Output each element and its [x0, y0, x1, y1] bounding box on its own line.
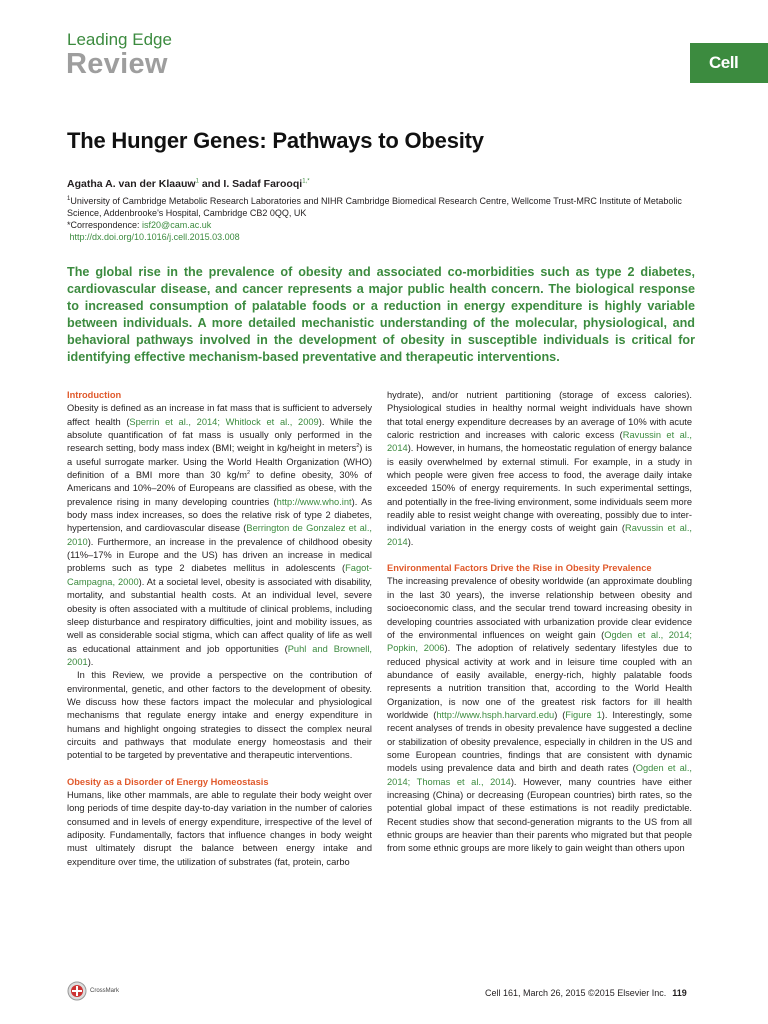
- section-label: Leading Edge: [67, 30, 172, 49]
- text: Humans, like other mammals, are able to regulate their body weight over long periods of time despite day-to-day variation in the number of calories consumed and in levels of energy expenditure, irrespective of the level of adiposity. Fundamentally, factors that influence changes in body weight must ultimately disrupt the balance between energy intake and expenditure over time, the utilization of substrates (fat, protein, carbo: [67, 789, 372, 867]
- correspondence-email-link[interactable]: isf20@cam.ac.uk: [142, 220, 212, 230]
- paragraph: [387, 575, 692, 855]
- text: hydrate), and/or nutrient partitioning (storage of excess calories). Physiological studies in healthy normal weight individuals have shown that total energy expenditure decreases by an average of 10% with acute caloric restriction and increases with caloric excess (: [387, 390, 692, 441]
- citation-link[interactable]: Ogden et al., 2014; Thomas et al., 2014: [387, 763, 692, 787]
- author-line: [67, 178, 310, 190]
- superscript: 2: [247, 469, 251, 476]
- abstract: The global rise in the prevalence of obesity and associated co-morbidities such as type 2 diabetes, cardiovascular disease, and cancer represents a major public health concern. The biological response to increased consumption of palatable foods or a reduction in energy expenditure is highly variable between individuals. A more detailed mechanistic understanding of the molecular, physiological, and behavioral pathways involved in the development of obesity in susceptible individuals is critical for identifying effective mechanism-based preventative and therapeutic interventions.: [67, 265, 695, 364]
- citation-link[interactable]: Ravussin et al., 2014: [387, 430, 692, 454]
- article-title: The Hunger Genes: Pathways to Obesity: [67, 128, 484, 153]
- author-sup: 1,*: [302, 178, 310, 185]
- web-link[interactable]: http://www.who.int: [276, 496, 352, 507]
- text: ) (: [554, 709, 566, 720]
- crossmark-icon: [67, 981, 87, 1001]
- text: Obesity is defined as an increase in fat mass that is sufficient to adversely affect health (: [67, 403, 372, 427]
- text: ) is a useful surrogate marker. Using the World Health Organization (WHO) definition of a BMI more than 30 kg/m: [67, 443, 372, 481]
- text: ). Furthermore, an increase in the prevalence of childhood obesity (11%–17% in Europe and the US) has driven an increase in medical problems such as type 2 diabetes mellitus in adolescents (: [67, 536, 372, 574]
- article-type: Review: [66, 48, 168, 80]
- section-heading: Introduction: [67, 390, 122, 400]
- author-name: I. Sadaf Farooqi: [223, 178, 303, 190]
- text: ). As body mass index increases, so does the relative risk of type 2 diabetes, hypertension, and cardiovascular disease (: [67, 496, 372, 534]
- text: to define obesity, 30% of Americans and 10%–20% of Europeans are classified as obese, with the prevalence rising in many developing countries (: [67, 470, 372, 507]
- citation-link[interactable]: Ogden et al., 2014; Popkin, 2006: [387, 629, 693, 654]
- text: ).: [87, 656, 94, 667]
- page-footer: [485, 988, 687, 998]
- citation-link[interactable]: Fagot-Campagna, 2000: [67, 563, 372, 587]
- page-number: 119: [672, 988, 687, 998]
- crossmark-badge[interactable]: [67, 981, 119, 1001]
- text: ). While the absolute quantification of fat mass is usually only performed in the research setting, body mass index (BMI; weight in kg/height in meters: [67, 416, 372, 454]
- section-heading: Environmental Factors Drive the Rise in Obesity Prevalence: [387, 563, 652, 574]
- paragraph: [67, 789, 372, 869]
- section-heading: Obesity as a Disorder of Energy Homeostasis: [67, 776, 269, 787]
- paragraph: In this Review, we provide a perspective on the contribution of environmental, genetic, and other factors to the development of obesity. We discuss how these factors impact the molecular and physiological mechanisms that regulate energy intake and energy expenditure in humans and highlight ongoing strategies to dissect the complex neural circuits and pathways that modulate energy homeostasis and their potential to be targeted by preventative and therapeutic interventions.: [67, 670, 372, 761]
- text: ). However, in humans, the homeostatic regulation of energy balance is easily overwhelmed by external stimuli. For example, in a study in which people were given free access to food, the average daily intake exceeded 150% of energy requirements. In such experimental settings, and potentially in the free-living environment, some individuals seem more readily able to resist weight change with overeating, possibly due to inter-individual variation in the energy costs of weight gain (: [387, 443, 692, 534]
- affil-sup: 1: [67, 196, 71, 202]
- text: The increasing prevalence of obesity worldwide (an approximate doubling in the last 30 years), the inverse relationship between obesity and socioeconomic class, and the secular trend toward increasing obesity in developing countries associated with urbanization provide clear evidence of the environmental influences on weight gain (: [387, 576, 692, 640]
- citation-link[interactable]: Berrington de Gonzalez et al., 2010: [67, 523, 372, 547]
- text: ). The adoption of relatively sedentary lifestyles due to reduced physical activity at work and in leisure time coupled with an abundance of easily available, energy-rich, highly palatable foods represents a nutrition transition that, according to the World Health Organization, is now one of the greatest risk factors for ill health worldwide (: [387, 643, 692, 720]
- affiliation-text: University of Cambridge Metabolic Research Laboratories and NIHR Cambridge Biomedical Research Centre, Wellcome Trust-MRC Institute of Metabolic Science, Addenbrooke's Hospital, Cambridge CB2 0QQ, UK: [67, 196, 682, 218]
- body-column-right: [387, 389, 692, 856]
- text: ).: [407, 536, 414, 547]
- body-column-left: [67, 389, 372, 869]
- superscript: 2: [356, 443, 360, 450]
- affiliations: [67, 193, 707, 243]
- footer-citation: Cell 161, March 26, 2015 ©2015 Elsevier Inc.: [485, 988, 667, 998]
- paragraph: [67, 402, 372, 669]
- text: ). At a societal level, obesity is associated with disability, mortality, and substantial health costs. At an individual level, severe obesity is often associated with a multitude of clinical problems, including sleep disturbance and respiratory difficulties, joint and mobility issues, as well as considerable social stigma, which can affect quality of life as well as educational attainment and job opportunities (: [67, 576, 372, 654]
- citation-link[interactable]: Ravussin et al., 2014: [387, 523, 692, 547]
- citation-link[interactable]: Puhl and Brownell, 2001: [67, 643, 372, 667]
- text: ). However, many countries have either increasing (China) or decreasing (European countries) birth rates, so the potential global impact of these estimations is not readily predictable. Recent studies show that second-generation migrants to the US from all ethnic groups are heavier than their parents who migrated but that people from some ethnic groups are more likely to gain weight than others upon: [387, 776, 692, 854]
- crossmark-label: CrossMark: [90, 988, 120, 994]
- author-name: Agatha A. van der Klaauw: [67, 178, 196, 190]
- citation-link[interactable]: http://www.hsph.harvard.edu: [436, 709, 555, 720]
- author-and: and: [198, 178, 224, 190]
- citation-link[interactable]: Figure 1: [565, 709, 602, 720]
- text: ). Interestingly, some recent analyses of trends in obesity prevalence have suggested a decline or stabilization of obesity prevalence, especially in children in the US and some European countries, findings that are consistent with dynamic models using prevalence data and birth and death rates (: [387, 709, 692, 774]
- doi-link[interactable]: http://dx.doi.org/10.1016/j.cell.2015.03.008: [69, 232, 240, 242]
- journal-logo: Cell: [690, 43, 768, 83]
- citation-link[interactable]: Sperrin et al., 2014; Whitlock et al., 2009: [129, 416, 319, 427]
- correspondence-label: *Correspondence:: [67, 220, 143, 230]
- paragraph-continued: [387, 389, 692, 549]
- author-sup: 1: [195, 178, 199, 185]
